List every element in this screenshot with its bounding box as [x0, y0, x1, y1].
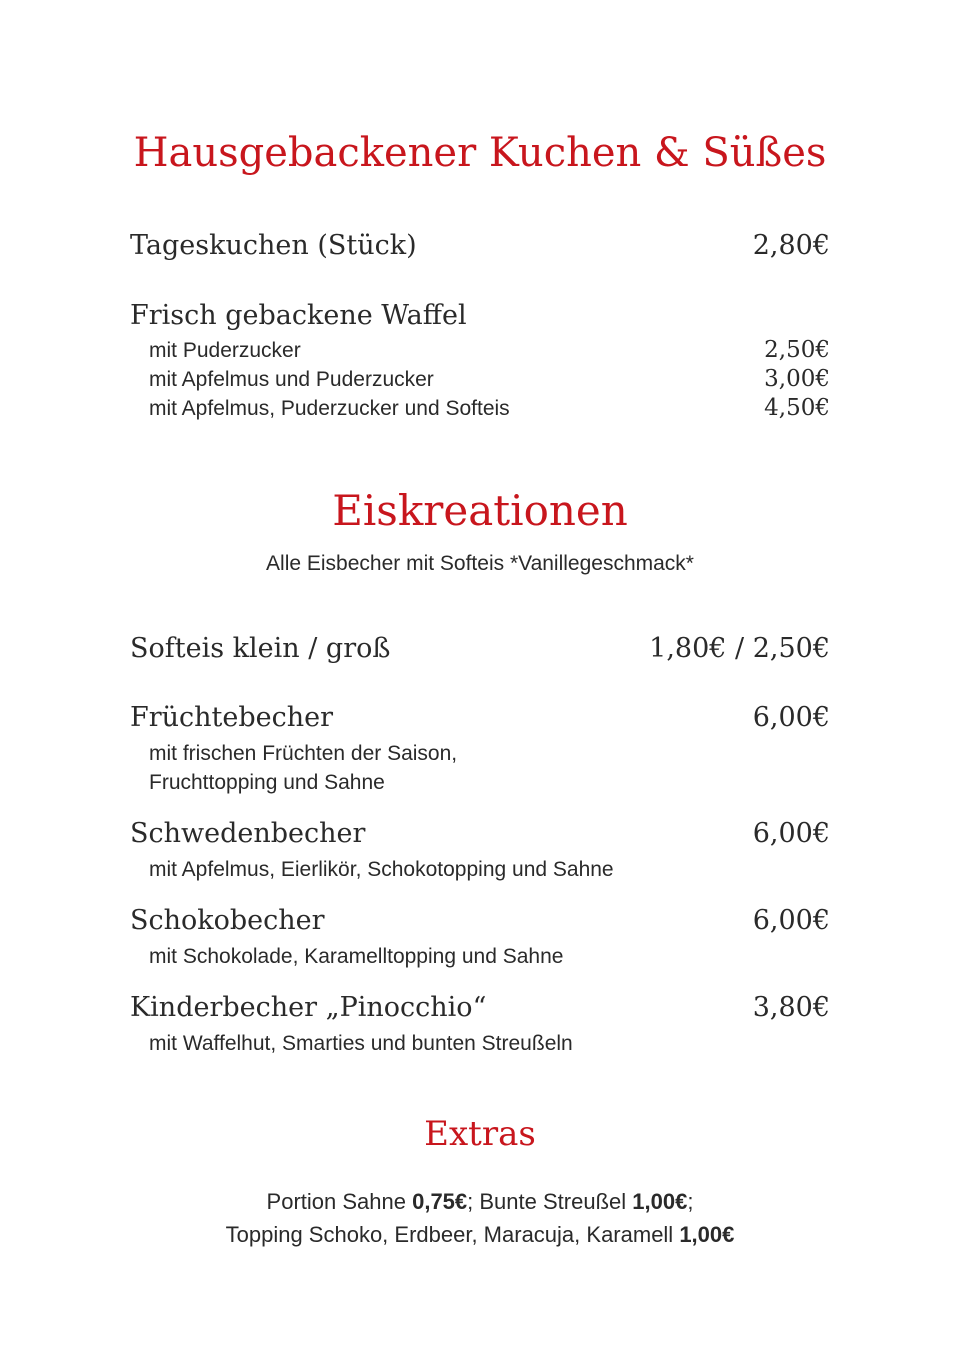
extras-line-2: [0, 1222, 960, 1248]
section-title-cake: Hausgebackener Kuchen & Süßes: [133, 130, 827, 176]
extras-line-1: [0, 1189, 960, 1215]
item-price-softeis: 1,80€ / 2,50€: [649, 633, 830, 664]
item-name-tageskuchen: Tageskuchen (Stück): [130, 230, 417, 261]
waffel-option-price: 2,50€: [764, 337, 830, 363]
waffel-option-label: mit Apfelmus und Puderzucker: [149, 368, 434, 391]
item-price-schokobecher: 6,00€: [752, 905, 830, 936]
section-note-ice: Alle Eisbecher mit Softeis *Vanillegeschmack*: [266, 552, 694, 575]
item-desc-kinderbecher: mit Waffelhut, Smarties und bunten Streußeln: [149, 1032, 573, 1055]
extras-text: ; Bunte Streußel: [467, 1189, 633, 1214]
extras-text: ;: [687, 1189, 694, 1214]
extras-text: Topping Schoko, Erdbeer, Maracuja, Karamell: [225, 1222, 680, 1247]
extras-price: 0,75€: [412, 1189, 468, 1214]
item-desc-fruechtebecher: mit frischen Früchten der Saison,: [149, 742, 458, 765]
item-price-fruechtebecher: 6,00€: [752, 702, 830, 733]
item-desc-schokobecher: mit Schokolade, Karamelltopping und Sahne: [149, 945, 564, 968]
item-name-waffel: Frisch gebackene Waffel: [130, 300, 467, 331]
item-price-kinderbecher: 3,80€: [752, 992, 830, 1023]
waffel-option-label: mit Puderzucker: [149, 339, 301, 362]
waffel-option-price: 4,50€: [764, 395, 830, 421]
item-name-softeis: Softeis klein / groß: [130, 633, 391, 664]
item-desc-schwedenbecher: mit Apfelmus, Eierlikör, Schokotopping und Sahne: [149, 858, 614, 881]
waffel-option-price: 3,00€: [764, 366, 830, 392]
item-name-schwedenbecher: Schwedenbecher: [130, 818, 366, 849]
item-name-kinderbecher: Kinderbecher „Pinocchio“: [130, 992, 487, 1023]
item-desc-fruechtebecher: Fruchttopping und Sahne: [149, 771, 385, 794]
item-name-fruechtebecher: Früchtebecher: [130, 702, 334, 733]
section-title-extras: Extras: [424, 1114, 536, 1154]
extras-text: Portion Sahne: [266, 1189, 413, 1214]
waffel-option-label: mit Apfelmus, Puderzucker und Softeis: [149, 397, 510, 420]
item-price-schwedenbecher: 6,00€: [752, 818, 830, 849]
item-name-schokobecher: Schokobecher: [130, 905, 325, 936]
extras-price: 1,00€: [632, 1189, 688, 1214]
section-title-ice: Eiskreationen: [332, 486, 628, 535]
item-price-tageskuchen: 2,80€: [752, 230, 830, 261]
extras-price: 1,00€: [679, 1222, 735, 1247]
